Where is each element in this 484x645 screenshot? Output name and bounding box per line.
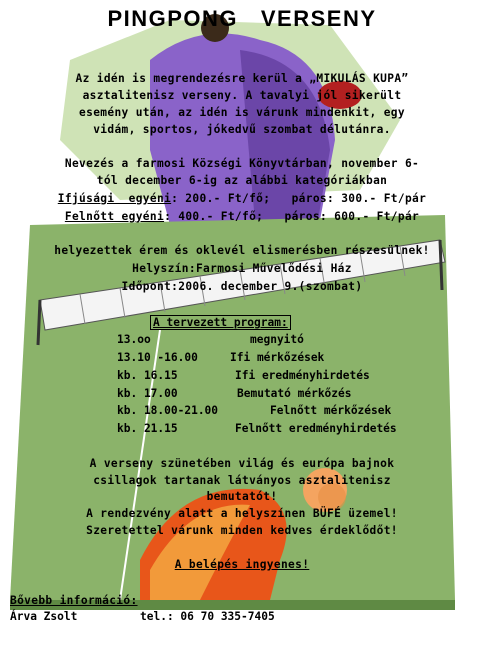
venue: Helyszín:Farmosi Művelődési Ház [132, 262, 352, 275]
intro-line: asztalitenisz verseny. A tavalyi jól sikerült [82, 89, 402, 102]
category-fee: : 400.- Ft/fő; páros: 600.- Ft/pár [164, 210, 420, 223]
break-note-line: bemutatót! [206, 490, 278, 503]
welcome-note: Szeretettel várunk minden kedves érdeklődőt! [86, 524, 398, 537]
program-event: Felnőtt eredményhirdetés [235, 422, 397, 435]
program-time: 13.oo [117, 333, 151, 346]
registration-line: Nevezés a farmosi Községi Könyvtárban, november 6- [64, 157, 420, 170]
entry-text: A belépés ingyenes! [174, 558, 310, 571]
category-youth [0, 192, 484, 205]
program-event: megnyitó [250, 333, 304, 346]
category-label: Ifjúsági egyéni [57, 192, 172, 205]
contact-phone: tel.: 06 70 335-7405 [140, 610, 275, 623]
program-event: Bemutató mérkőzés [237, 387, 352, 400]
intro-line: vidám, sportos, jókedvű szombat délutánra. [93, 123, 391, 136]
program-event: Ifi mérkőzések [230, 351, 325, 364]
program-title-text: A tervezett program: [150, 315, 291, 330]
contact-heading [10, 594, 484, 607]
contact-name: Árva Zsolt [10, 610, 78, 623]
program-event: Felnőtt mérkőzések [270, 404, 392, 417]
break-note-line: csillagok tartanak látványos asztalitenisz [93, 474, 391, 487]
entry-note [0, 558, 484, 571]
intro-line: esemény után, az idén is várunk mindenkit, egy [79, 106, 405, 119]
category-adult [0, 210, 484, 223]
event-date: Időpont:2006. december 9.(szombat) [121, 280, 363, 293]
category-fee: : 200.- Ft/fő; páros: 300.- Ft/pár [171, 192, 427, 205]
program-time: kb. 16.15 [117, 369, 178, 382]
page-title: PINGPONG VERSENY [107, 6, 377, 31]
intro-line: Az idén is megrendezésre kerül a „MIKULÁS KUPA” [75, 72, 409, 85]
awards-note: helyezettek érem és oklevél elismerésben részesülnek! [54, 244, 430, 257]
program-event: Ifi eredményhirdetés [235, 369, 370, 382]
break-note-line: A verseny szünetében világ és európa bajnok [89, 457, 395, 470]
program-time: kb. 17.00 [117, 387, 178, 400]
program-time: kb. 21.15 [117, 422, 178, 435]
program-time: kb. 18.00-21.00 [117, 404, 219, 417]
net-post-left [38, 300, 40, 345]
program-time: 13.10 -16.00 [117, 351, 198, 364]
registration-line: tól december 6-ig az alábbi kategóriákban [96, 174, 388, 187]
contact-heading-text: Bővebb információ: [10, 594, 138, 607]
buffet-note: A rendezvény alatt a helyszínen BÜFÉ üzemel! [86, 507, 398, 520]
program-title [150, 316, 291, 329]
category-label: Felnőtt egyéni [64, 210, 165, 223]
